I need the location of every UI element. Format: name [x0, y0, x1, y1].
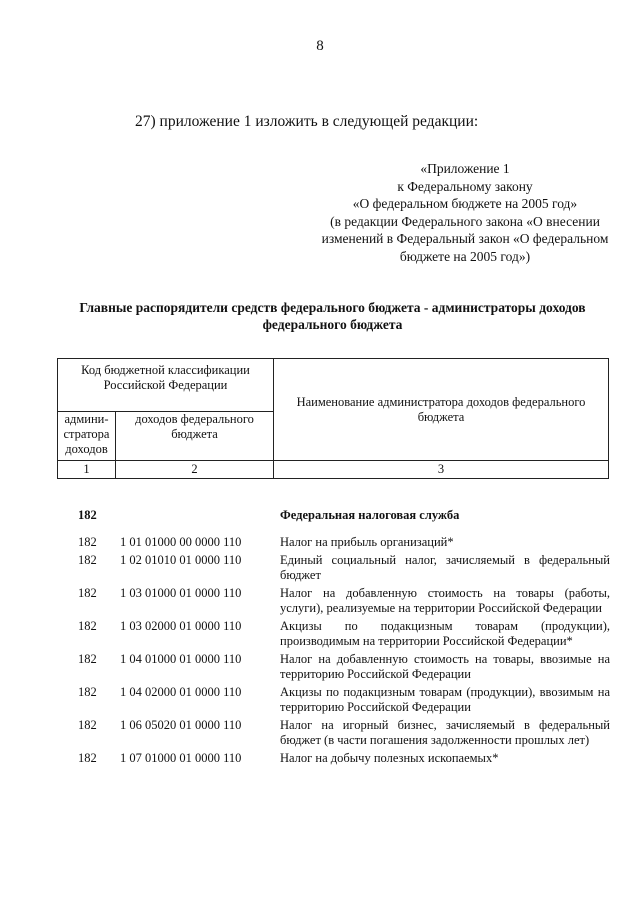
column-number: 1 — [58, 461, 116, 479]
table-row — [0, 718, 640, 747]
column-number: 3 — [274, 461, 609, 479]
income-code: 1 02 01010 01 0000 110 — [120, 553, 242, 567]
income-code: 1 06 05020 01 0000 110 — [120, 718, 242, 732]
income-code: 1 03 01000 01 0000 110 — [120, 586, 242, 600]
appendix-line: «О федеральном бюджете на 2005 год» — [352, 196, 578, 211]
admin-code: 182 — [78, 619, 97, 633]
admin-code: 182 — [78, 534, 97, 549]
admin-code: 182 — [78, 586, 97, 600]
appendix-line: изменений в Федеральный закон «О федеральном — [321, 231, 609, 246]
table-row — [0, 751, 640, 766]
appendix-reference — [260, 160, 640, 265]
appendix-line: к Федеральному закону — [397, 178, 533, 194]
table-row — [0, 619, 640, 648]
group-row — [0, 508, 640, 523]
appendix-line: «Приложение 1 — [420, 161, 510, 176]
income-code-header: доходов федерального бюджета — [116, 412, 274, 461]
income-name: Налог на прибыль организаций* — [280, 534, 454, 549]
income-code — [120, 508, 280, 523]
table-row — [0, 685, 640, 714]
income-name: Налог на добавленную стоимость на товары, ввозимые на территорию Российской Федерации — [280, 652, 610, 681]
income-name: Единый социальный налог, зачисляемый в федеральный бюджет — [280, 553, 610, 582]
admin-code: 182 — [78, 652, 97, 666]
page-number: 8 — [316, 38, 324, 54]
amendment-intro: 27) приложение 1 изложить в следующей редакции: — [135, 113, 479, 130]
title-line: Главные распорядители средств федерального бюджета - администраторы доходов — [79, 300, 586, 315]
income-code: 1 07 01000 01 0000 110 — [120, 751, 242, 765]
income-code: 1 03 02000 01 0000 110 — [120, 619, 242, 633]
code-group-header: Код бюджетной классификации Российской Федерации — [58, 359, 274, 412]
classification-rows — [0, 508, 640, 770]
income-name: Налог на добавленную стоимость на товары (работы, услуги), реализуемые на территории Российской Федерации — [280, 586, 610, 615]
income-name: Акцизы по подакцизным товарам (продукции), производимым на территории Российской Федерации* — [280, 619, 610, 648]
income-code: 1 04 02000 01 0000 110 — [120, 685, 242, 699]
admin-code: 182 — [78, 508, 97, 522]
income-name: Налог на добычу полезных ископаемых* — [280, 751, 499, 765]
admin-name-header: Наименование администратора доходов федерального бюджета — [274, 359, 609, 461]
admin-code: 182 — [78, 553, 97, 567]
document-title — [40, 299, 625, 333]
table-row — [0, 535, 640, 550]
income-code: 1 01 01000 00 0000 110 — [120, 534, 242, 549]
admin-code: 182 — [78, 718, 97, 732]
income-code: 1 04 01000 01 0000 110 — [120, 652, 242, 666]
appendix-line: (в редакции Федерального закона «О внесении — [330, 213, 600, 229]
title-line: федерального бюджета — [262, 317, 403, 332]
table-row — [0, 553, 640, 582]
column-number: 2 — [116, 461, 274, 479]
income-name: Акцизы по подакцизным товарам (продукции), ввозимым на территорию Российской Федерации — [280, 685, 610, 714]
admin-code: 182 — [78, 685, 97, 699]
appendix-line: бюджете на 2005 год») — [399, 248, 531, 264]
table-row — [0, 586, 640, 615]
admin-code: 182 — [78, 751, 97, 765]
admin-name: Федеральная налоговая служба — [280, 508, 460, 522]
admin-code-header: админи-стратора доходов — [58, 412, 116, 461]
income-name: Налог на игорный бизнес, зачисляемый в федеральный бюджет (в части погашения задолженности прошлых лет) — [280, 718, 610, 747]
table-row — [0, 652, 640, 681]
classification-table-header — [57, 358, 609, 479]
